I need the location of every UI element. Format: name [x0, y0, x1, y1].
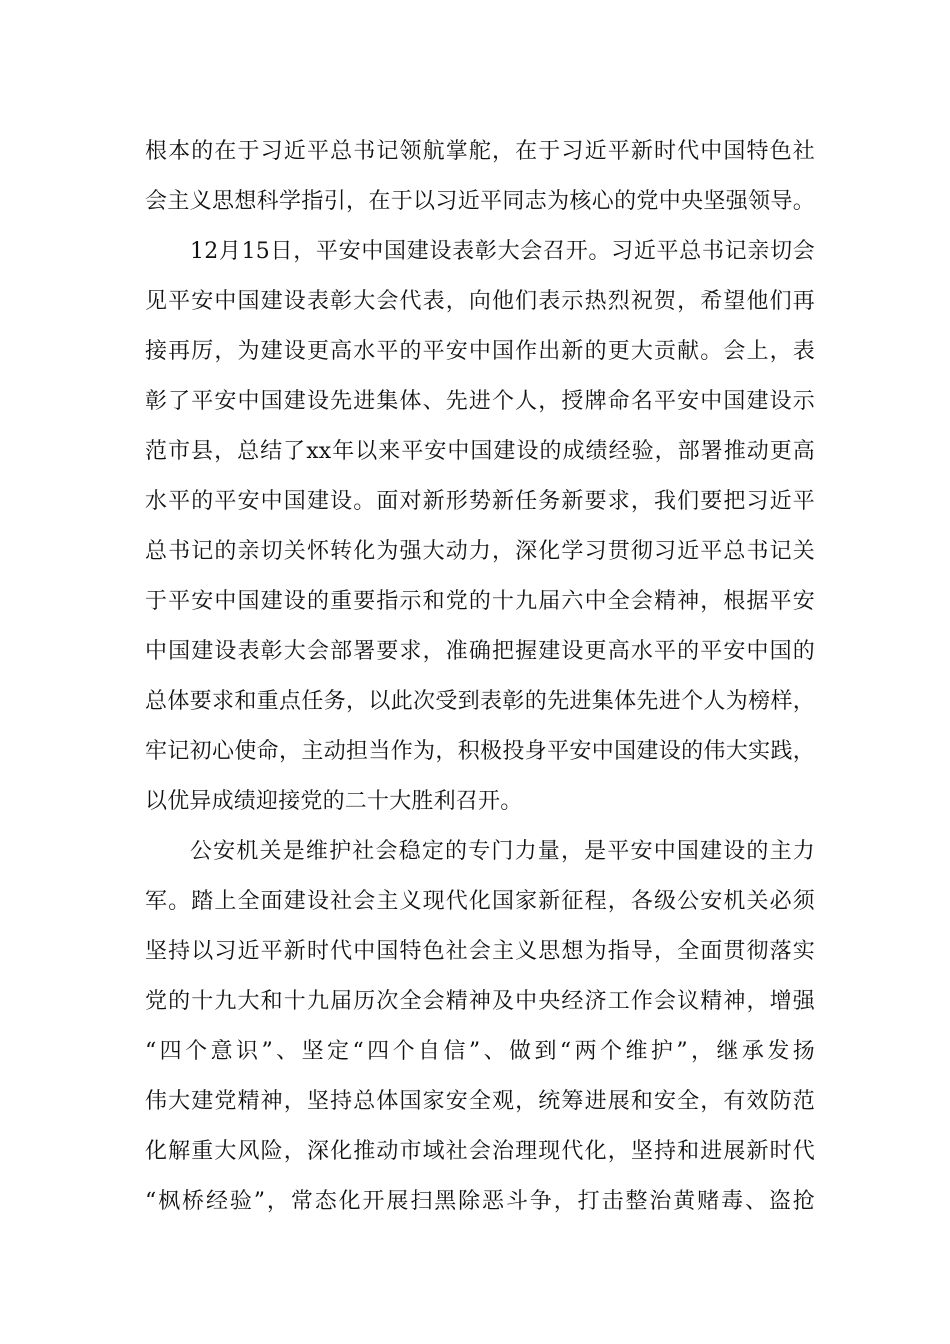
- text-line: 范市县，总结了xx年以来平安中国建设的成绩经验，部署推动更高: [145, 439, 815, 464]
- text-line: 牢记初心使命，主动担当作为，积极投身平安中国建设的伟大实践，: [145, 739, 815, 764]
- text-line: 伟大建党精神，坚持总体国家安全观，统筹进展和安全，有效防范: [145, 1089, 815, 1114]
- text-line: 见平安中国建设表彰大会代表，向他们表示热烈祝贺，希望他们再: [145, 289, 815, 314]
- text-line: 中国建设表彰大会部署要求，准确把握建设更高水平的平安中国的: [145, 639, 815, 664]
- text-line: 接再厉，为建设更高水平的平安中国作出新的更大贡献。会上，表: [145, 339, 815, 364]
- text-line: “枫桥经验”，常态化开展扫黑除恶斗争，打击整治黄赌毒、盗抢: [145, 1189, 815, 1214]
- text-line: 党的十九大和十九届历次全会精神及中央经济工作会议精神，增强: [145, 989, 815, 1014]
- text-line: 会主义思想科学指引，在于以习近平同志为核心的党中央坚强领导。: [145, 189, 815, 214]
- text-line: 于平安中国建设的重要指示和党的十九届六中全会精神，根据平安: [145, 589, 815, 614]
- text-line: 坚持以习近平新时代中国特色社会主义思想为指导，全面贯彻落实: [145, 939, 815, 964]
- text-line: 总体要求和重点任务，以此次受到表彰的先进集体先进个人为榜样，: [145, 689, 815, 714]
- paragraph-last-line: 以优异成绩迎接党的二十大胜利召开。: [145, 789, 523, 814]
- text-line: “四个意识”、坚定“四个自信”、做到“两个维护”，继承发扬: [145, 1039, 815, 1064]
- text-line: 根本的在于习近平总书记领航掌舵，在于习近平新时代中国特色社: [145, 139, 815, 164]
- text-line: 水平的平安中国建设。面对新形势新任务新要求，我们要把习近平: [145, 489, 815, 514]
- paragraph-first-line: 12月15日，平安中国建设表彰大会召开。习近平总书记亲切会: [190, 239, 815, 264]
- text-line: 总书记的亲切关怀转化为强大动力，深化学习贯彻习近平总书记关: [145, 539, 815, 564]
- text-line: 彰了平安中国建设先进集体、先进个人，授牌命名平安中国建设示: [145, 389, 815, 414]
- paragraph-first-line: 公安机关是维护社会稳定的专门力量，是平安中国建设的主力: [190, 839, 815, 864]
- text-line: 化解重大风险，深化推动市域社会治理现代化，坚持和进展新时代: [145, 1139, 815, 1164]
- text-line: 军。踏上全面建设社会主义现代化国家新征程，各级公安机关必须: [145, 889, 815, 914]
